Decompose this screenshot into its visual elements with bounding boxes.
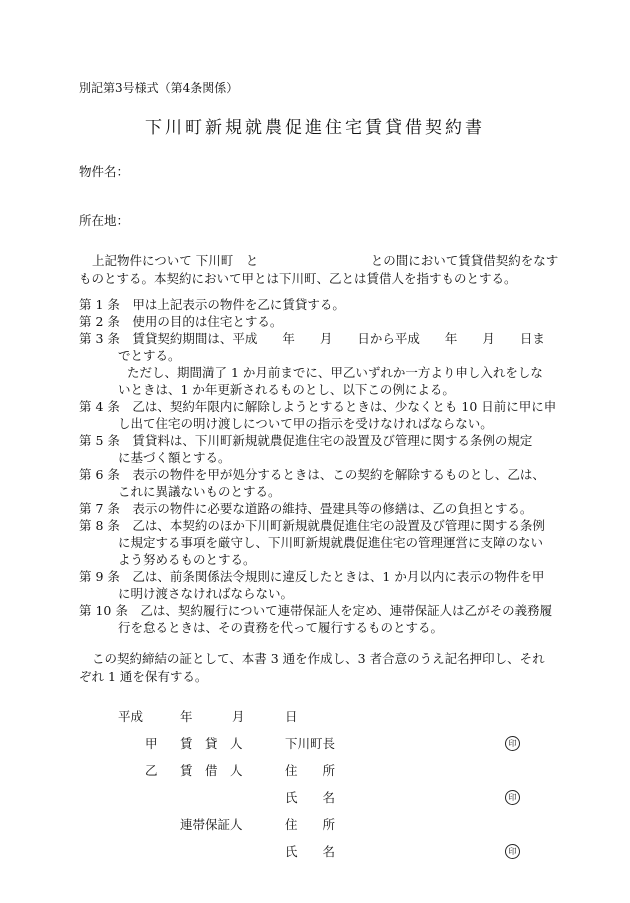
lessee-label: 賃 借 人 bbox=[180, 763, 243, 778]
date-year: 年 bbox=[180, 709, 193, 724]
article-3-proviso-1: ただし、期間満了 1 か月前までに、甲乙いずれか一方より申し入れをしな bbox=[127, 365, 543, 380]
guarantor-address: 住 所 bbox=[285, 817, 336, 832]
article-4: 第 4 条 乙は、契約年限内に解除しようとするときは、少なくとも 10 日前に甲に申 bbox=[79, 399, 557, 414]
article-5: 第 5 条 賃貸料は、下川町新規就農促進住宅の設置及び管理に関する条例の規定 bbox=[79, 433, 533, 448]
intro-line-1: 上記物件について 下川町 と との間において賃貸借契約をなす bbox=[92, 253, 559, 268]
article-8: 第 8 条 乙は、本契約のほか下川町新規就農促進住宅の設置及び管理に関する条例 bbox=[79, 518, 545, 533]
property-name-field: 物件名： bbox=[79, 164, 130, 179]
party-ko: 甲 bbox=[145, 736, 158, 751]
article-9: 第 9 条 乙は、前条関係法令規則に違反したときは、1 か月以内に表示の物件を甲 bbox=[79, 569, 545, 584]
article-8-cont-1: に規定する事項を厳守し、下川町新規就農促進住宅の管理運営に支障のない bbox=[118, 535, 544, 550]
location-field: 所在地： bbox=[79, 213, 130, 228]
lessor-value: 下川町長 bbox=[285, 736, 336, 751]
date-month: 月 bbox=[232, 709, 245, 724]
date-day: 日 bbox=[285, 709, 298, 724]
form-label: 別記第3号様式（第4条関係） bbox=[79, 81, 239, 95]
article-6-cont: これに異議ないものとする。 bbox=[118, 484, 281, 499]
guarantor-label: 連帯保証人 bbox=[180, 817, 243, 832]
article-1: 第 1 条 甲は上記表示の物件を乙に賃貸する。 bbox=[79, 297, 345, 312]
article-3-cont: でとする。 bbox=[118, 348, 181, 363]
article-10: 第 10 条 乙は、契約履行について連帯保証人を定め、連帯保証人は乙がその義務履 bbox=[79, 603, 553, 618]
lessee-name: 氏 名 bbox=[285, 790, 336, 805]
document-title: 下川町新規就農促進住宅賃貸借契約書 bbox=[145, 118, 485, 138]
lessee-address: 住 所 bbox=[285, 763, 336, 778]
guarantor-name: 氏 名 bbox=[285, 844, 336, 859]
intro-line-2: ものとする。本契約において甲とは下川町、乙とは賃借人を指すものとする。 bbox=[79, 271, 517, 286]
article-2: 第 2 条 使用の目的は住宅とする。 bbox=[79, 314, 283, 329]
seal-lessor: 印 bbox=[505, 736, 520, 751]
seal-guarantor: 印 bbox=[505, 844, 520, 859]
date-era: 平成 bbox=[118, 709, 144, 724]
article-8-cont-2: よう努めるものとする。 bbox=[118, 552, 256, 567]
article-9-cont: に明け渡さなければならない。 bbox=[118, 586, 294, 601]
article-6: 第 6 条 表示の物件を甲が処分するときは、この契約を解除するものとし、乙は、 bbox=[79, 467, 545, 482]
seal-lessee: 印 bbox=[505, 790, 520, 805]
party-otsu: 乙 bbox=[145, 763, 158, 778]
article-3-proviso-2: いときは、1 か年更新されるものとし、以下この例による。 bbox=[118, 382, 455, 397]
closing-line-1: この契約締結の証として、本書 3 通を作成し、3 者合意のうえ記名押印し、それ bbox=[92, 651, 545, 666]
article-10-cont: 行を怠るときは、その責務を代って履行するものとする。 bbox=[118, 620, 444, 635]
lessor-label: 賃 貸 人 bbox=[180, 736, 243, 751]
closing-line-2: ぞれ 1 通を保有する。 bbox=[79, 669, 208, 684]
article-3: 第 3 条 賃貸契約期間は、平成 年 月 日から平成 年 月 日ま bbox=[79, 331, 545, 346]
article-7: 第 7 条 表示の物件に必要な道路の維持、畳建具等の修繕は、乙の負担とする。 bbox=[79, 501, 533, 516]
article-5-cont: に基づく額とする。 bbox=[118, 450, 231, 465]
article-4-cont: し出て住宅の明け渡しについて甲の指示を受けなければならない。 bbox=[118, 416, 493, 431]
